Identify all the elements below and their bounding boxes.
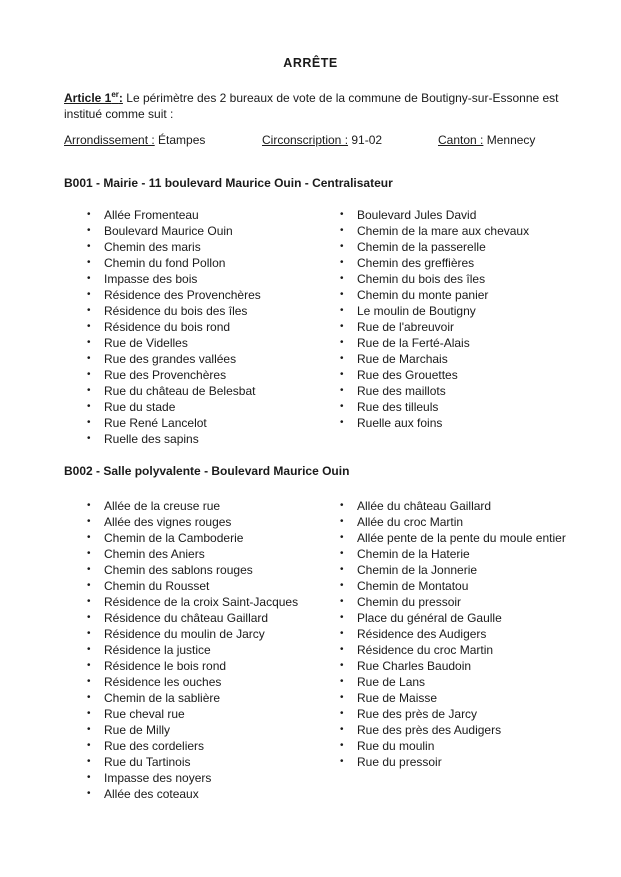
street-list-item: • Allée pente de la pente du moule entier bbox=[357, 530, 569, 546]
arrondissement bbox=[64, 133, 205, 147]
street-list-item: • Impasse des bois bbox=[104, 271, 261, 287]
arrondissement-label: Arrondissement : bbox=[64, 133, 155, 147]
street-list-item: • Résidence du bois des îles bbox=[104, 303, 261, 319]
street-list-item: • Rue des tilleuls bbox=[357, 399, 529, 415]
street-list-item: • Résidence du bois rond bbox=[104, 319, 261, 335]
street-list-item: • Rue des cordeliers bbox=[104, 738, 316, 754]
article-label bbox=[64, 91, 123, 105]
street-list-item: • Place du général de Gaulle bbox=[357, 610, 569, 626]
street-list-item: • Rue René Lancelot bbox=[104, 415, 261, 431]
street-list-item: • Rue cheval rue bbox=[104, 706, 316, 722]
street-list-item: • Résidence du château Gaillard bbox=[104, 610, 316, 626]
street-list-item: • Chemin du bois des îles bbox=[357, 271, 529, 287]
circonscription bbox=[262, 133, 382, 147]
street-list-item: • Ruelle des sapins bbox=[104, 431, 261, 447]
street-list-item: • Chemin de Montatou bbox=[357, 578, 569, 594]
street-list-item: • Allée Fromenteau bbox=[104, 207, 261, 223]
street-list-item: • Chemin du pressoir bbox=[357, 594, 569, 610]
street-list-item: • Rue des près de Jarcy bbox=[357, 706, 569, 722]
street-list-item: • Résidence de la croix Saint-Jacques bbox=[104, 594, 316, 610]
street-list-item: • Résidence les ouches bbox=[104, 674, 316, 690]
arrondissement-value: Étampes bbox=[158, 133, 206, 147]
street-list-item: • Rue de la Ferté-Alais bbox=[357, 335, 529, 351]
article-text: Le périmètre des 2 bureaux de vote de la commune de Boutigny-sur-Essonne est institué comme suit : bbox=[64, 91, 559, 121]
street-list-item: • Résidence du moulin de Jarcy bbox=[104, 626, 316, 642]
street-list-item: • Chemin de la Haterie bbox=[357, 546, 569, 562]
circonscription-label: Circonscription : bbox=[262, 133, 349, 147]
canton-value: Mennecy bbox=[486, 133, 536, 147]
street-list-item: • Allée du château Gaillard bbox=[357, 498, 569, 514]
article-label-sup: er bbox=[111, 90, 119, 99]
street-list-item: • Boulevard Maurice Ouin bbox=[104, 223, 261, 239]
street-list-item: • Rue du moulin bbox=[357, 738, 569, 754]
street-list-item: • Chemin des sablons rouges bbox=[104, 562, 316, 578]
street-list-item: • Chemin du fond Pollon bbox=[104, 255, 261, 271]
street-list-item: • Le moulin de Boutigny bbox=[357, 303, 529, 319]
street-list-item: • Rue de Marchais bbox=[357, 351, 529, 367]
street-list-b001-col1 bbox=[104, 207, 261, 447]
street-list-item: • Chemin de la Jonnerie bbox=[357, 562, 569, 578]
street-list-item: • Résidence du croc Martin bbox=[357, 642, 569, 658]
street-list-item: • Résidence des Provenchères bbox=[104, 287, 261, 303]
street-list-item: • Rue du Tartinois bbox=[104, 754, 316, 770]
canton-label: Canton : bbox=[438, 133, 484, 147]
document-title: ARRÊTE bbox=[283, 56, 338, 70]
street-list-item: • Rue des Grouettes bbox=[357, 367, 529, 383]
street-list-item: • Allée de la creuse rue bbox=[104, 498, 316, 514]
street-list-item: • Rue de Maisse bbox=[357, 690, 569, 706]
section-title-b002: B002 - Salle polyvalente - Boulevard Maurice Ouin bbox=[64, 464, 350, 478]
street-list-item: • Rue des grandes vallées bbox=[104, 351, 261, 367]
street-list-item: • Rue des maillots bbox=[357, 383, 529, 399]
street-list-item: • Chemin de la sablière bbox=[104, 690, 316, 706]
street-list-item: • Boulevard Jules David bbox=[357, 207, 529, 223]
street-list-item: • Chemin des greffières bbox=[357, 255, 529, 271]
street-list-item: • Rue Charles Baudoin bbox=[357, 658, 569, 674]
street-list-item: • Rue des près des Audigers bbox=[357, 722, 569, 738]
section-title-b001: B001 - Mairie - 11 boulevard Maurice Ouin - Centralisateur bbox=[64, 176, 393, 190]
article-1 bbox=[64, 87, 574, 122]
street-list-item: • Résidence des Audigers bbox=[357, 626, 569, 642]
street-list-item: • Rue de l'abreuvoir bbox=[357, 319, 529, 335]
street-list-b002-col2 bbox=[357, 498, 569, 770]
article-label-colon: : bbox=[118, 91, 123, 105]
street-list-item: • Chemin de la passerelle bbox=[357, 239, 529, 255]
street-list-item: • Rue de Lans bbox=[357, 674, 569, 690]
street-list-item: • Rue du pressoir bbox=[357, 754, 569, 770]
street-list-item: • Allée des coteaux bbox=[104, 786, 316, 802]
street-list-b001-col2 bbox=[357, 207, 529, 431]
article-label-text: Article 1 bbox=[64, 91, 112, 105]
street-list-item: • Chemin des maris bbox=[104, 239, 261, 255]
street-list-item: • Chemin de la Camboderie bbox=[104, 530, 316, 546]
street-list-item: • Chemin des Aniers bbox=[104, 546, 316, 562]
street-list-item: • Allée du croc Martin bbox=[357, 514, 569, 530]
street-list-item: • Résidence le bois rond bbox=[104, 658, 316, 674]
street-list-item: • Chemin de la mare aux chevaux bbox=[357, 223, 529, 239]
street-list-item: • Résidence la justice bbox=[104, 642, 316, 658]
street-list-item: • Chemin du Rousset bbox=[104, 578, 316, 594]
street-list-item: • Ruelle aux foins bbox=[357, 415, 529, 431]
canton bbox=[438, 133, 535, 147]
street-list-item: • Rue des Provenchères bbox=[104, 367, 261, 383]
street-list-item: • Rue de Milly bbox=[104, 722, 316, 738]
street-list-item: • Rue de Videlles bbox=[104, 335, 261, 351]
street-list-item: • Rue du stade bbox=[104, 399, 261, 415]
street-list-b002-col1 bbox=[104, 498, 316, 802]
circonscription-value: 91-02 bbox=[351, 133, 383, 147]
street-list-item: • Impasse des noyers bbox=[104, 770, 316, 786]
street-list-item: • Rue du château de Belesbat bbox=[104, 383, 261, 399]
street-list-item: • Chemin du monte panier bbox=[357, 287, 529, 303]
street-list-item: • Allée des vignes rouges bbox=[104, 514, 316, 530]
